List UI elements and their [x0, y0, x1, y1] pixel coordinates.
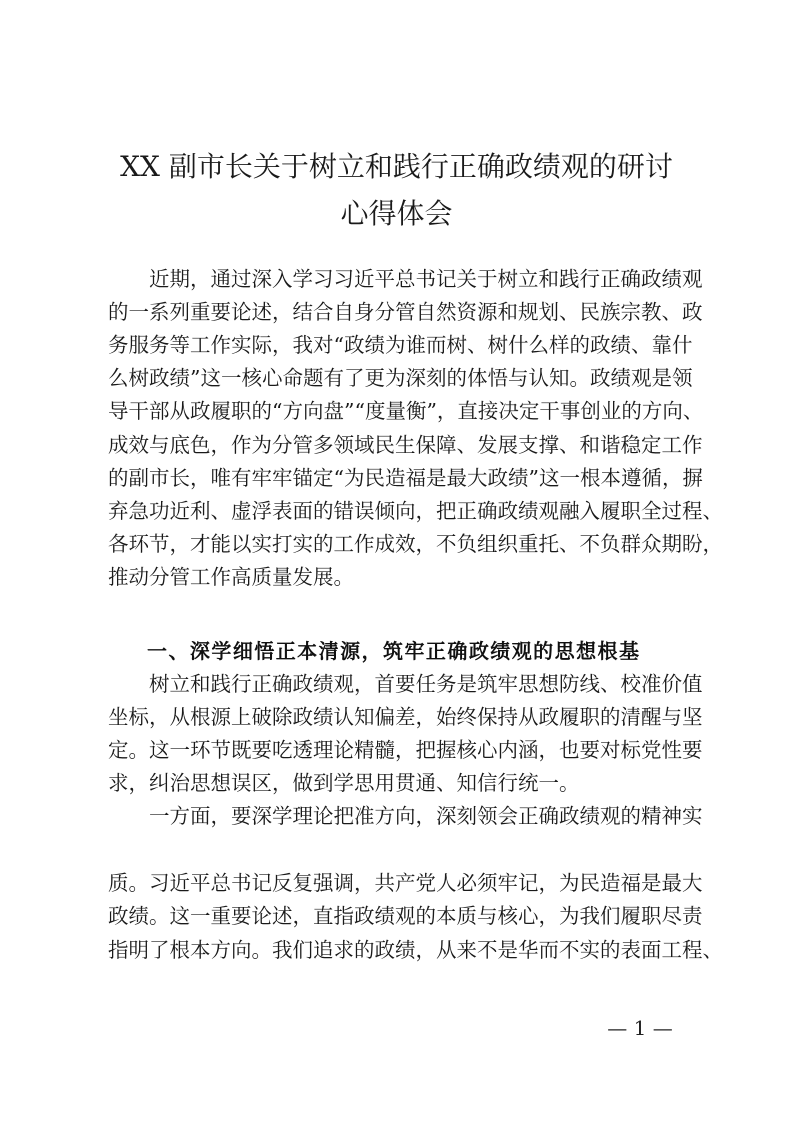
paragraph-line: 近期，通过深入学习习近平总书记关于树立和践行正确政绩观	[149, 267, 703, 291]
paragraph-line: 成效与底色，作为分管多领域民生保障、发展支撑、和谐稳定工作	[108, 433, 703, 457]
paragraph-line: 务服务等工作实际，我对“政绩为谁而树、树什么样的政绩、靠什	[108, 333, 693, 357]
paragraph-line: 弃急功近利、虚浮表面的错误倾向，把正确政绩观融入履职全过程、	[108, 499, 723, 523]
page-number: — 1 —	[607, 1016, 673, 1040]
paragraph-line: 坐标，从根源上破除政绩认知偏差，始终保持从政履职的清醒与坚	[108, 705, 703, 729]
paragraph-line: 树立和践行正确政绩观，首要任务是筑牢思想防线、校准价值	[149, 672, 703, 696]
paragraph-line: 求，纠治思想误区，做到学思用贯通、知信行统一。	[108, 771, 580, 795]
paragraph-line: 定。这一环节既要吃透理论精髓，把握核心内涵，也要对标党性要	[108, 738, 703, 762]
paragraph-line: 的副市长，唯有牢牢锚定“为民造福是最大政绩”这一根本遵循，摒	[108, 466, 703, 490]
document-title-line-1: XX 副市长关于树立和践行正确政绩观的研讨	[120, 150, 673, 183]
document-title-line-2: 心得体会	[340, 197, 453, 230]
paragraph-line: 推动分管工作高质量发展。	[108, 565, 354, 589]
paragraph-line: 指明了根本方向。我们追求的政绩，从来不是华而不实的表面工程、	[108, 938, 723, 962]
paragraph-line: 一方面，要深学理论把准方向，深刻领会正确政绩观的精神实	[149, 804, 703, 828]
paragraph-line: 么树政绩”这一核心命题有了更为深刻的体悟与认知。政绩观是领	[108, 366, 693, 390]
paragraph-line: 质。习近平总书记反复强调，共产党人必须牢记，为民造福是最大	[108, 871, 703, 895]
paragraph-line: 政绩。这一重要论述，直指政绩观的本质与核心，为我们履职尽责	[108, 904, 703, 928]
paragraph-line: 的一系列重要论述，结合自身分管自然资源和规划、民族宗教、政	[108, 300, 703, 324]
paragraph-line: 导干部从政履职的“方向盘”“度量衡”，直接决定干事创业的方向、	[108, 399, 704, 423]
section-heading-1: 一、深学细悟正本清源，筑牢正确政绩观的思想根基	[147, 639, 639, 663]
paragraph-line: 各环节，才能以实打实的工作成效，不负组织重托、不负群众期盼，	[108, 532, 723, 556]
